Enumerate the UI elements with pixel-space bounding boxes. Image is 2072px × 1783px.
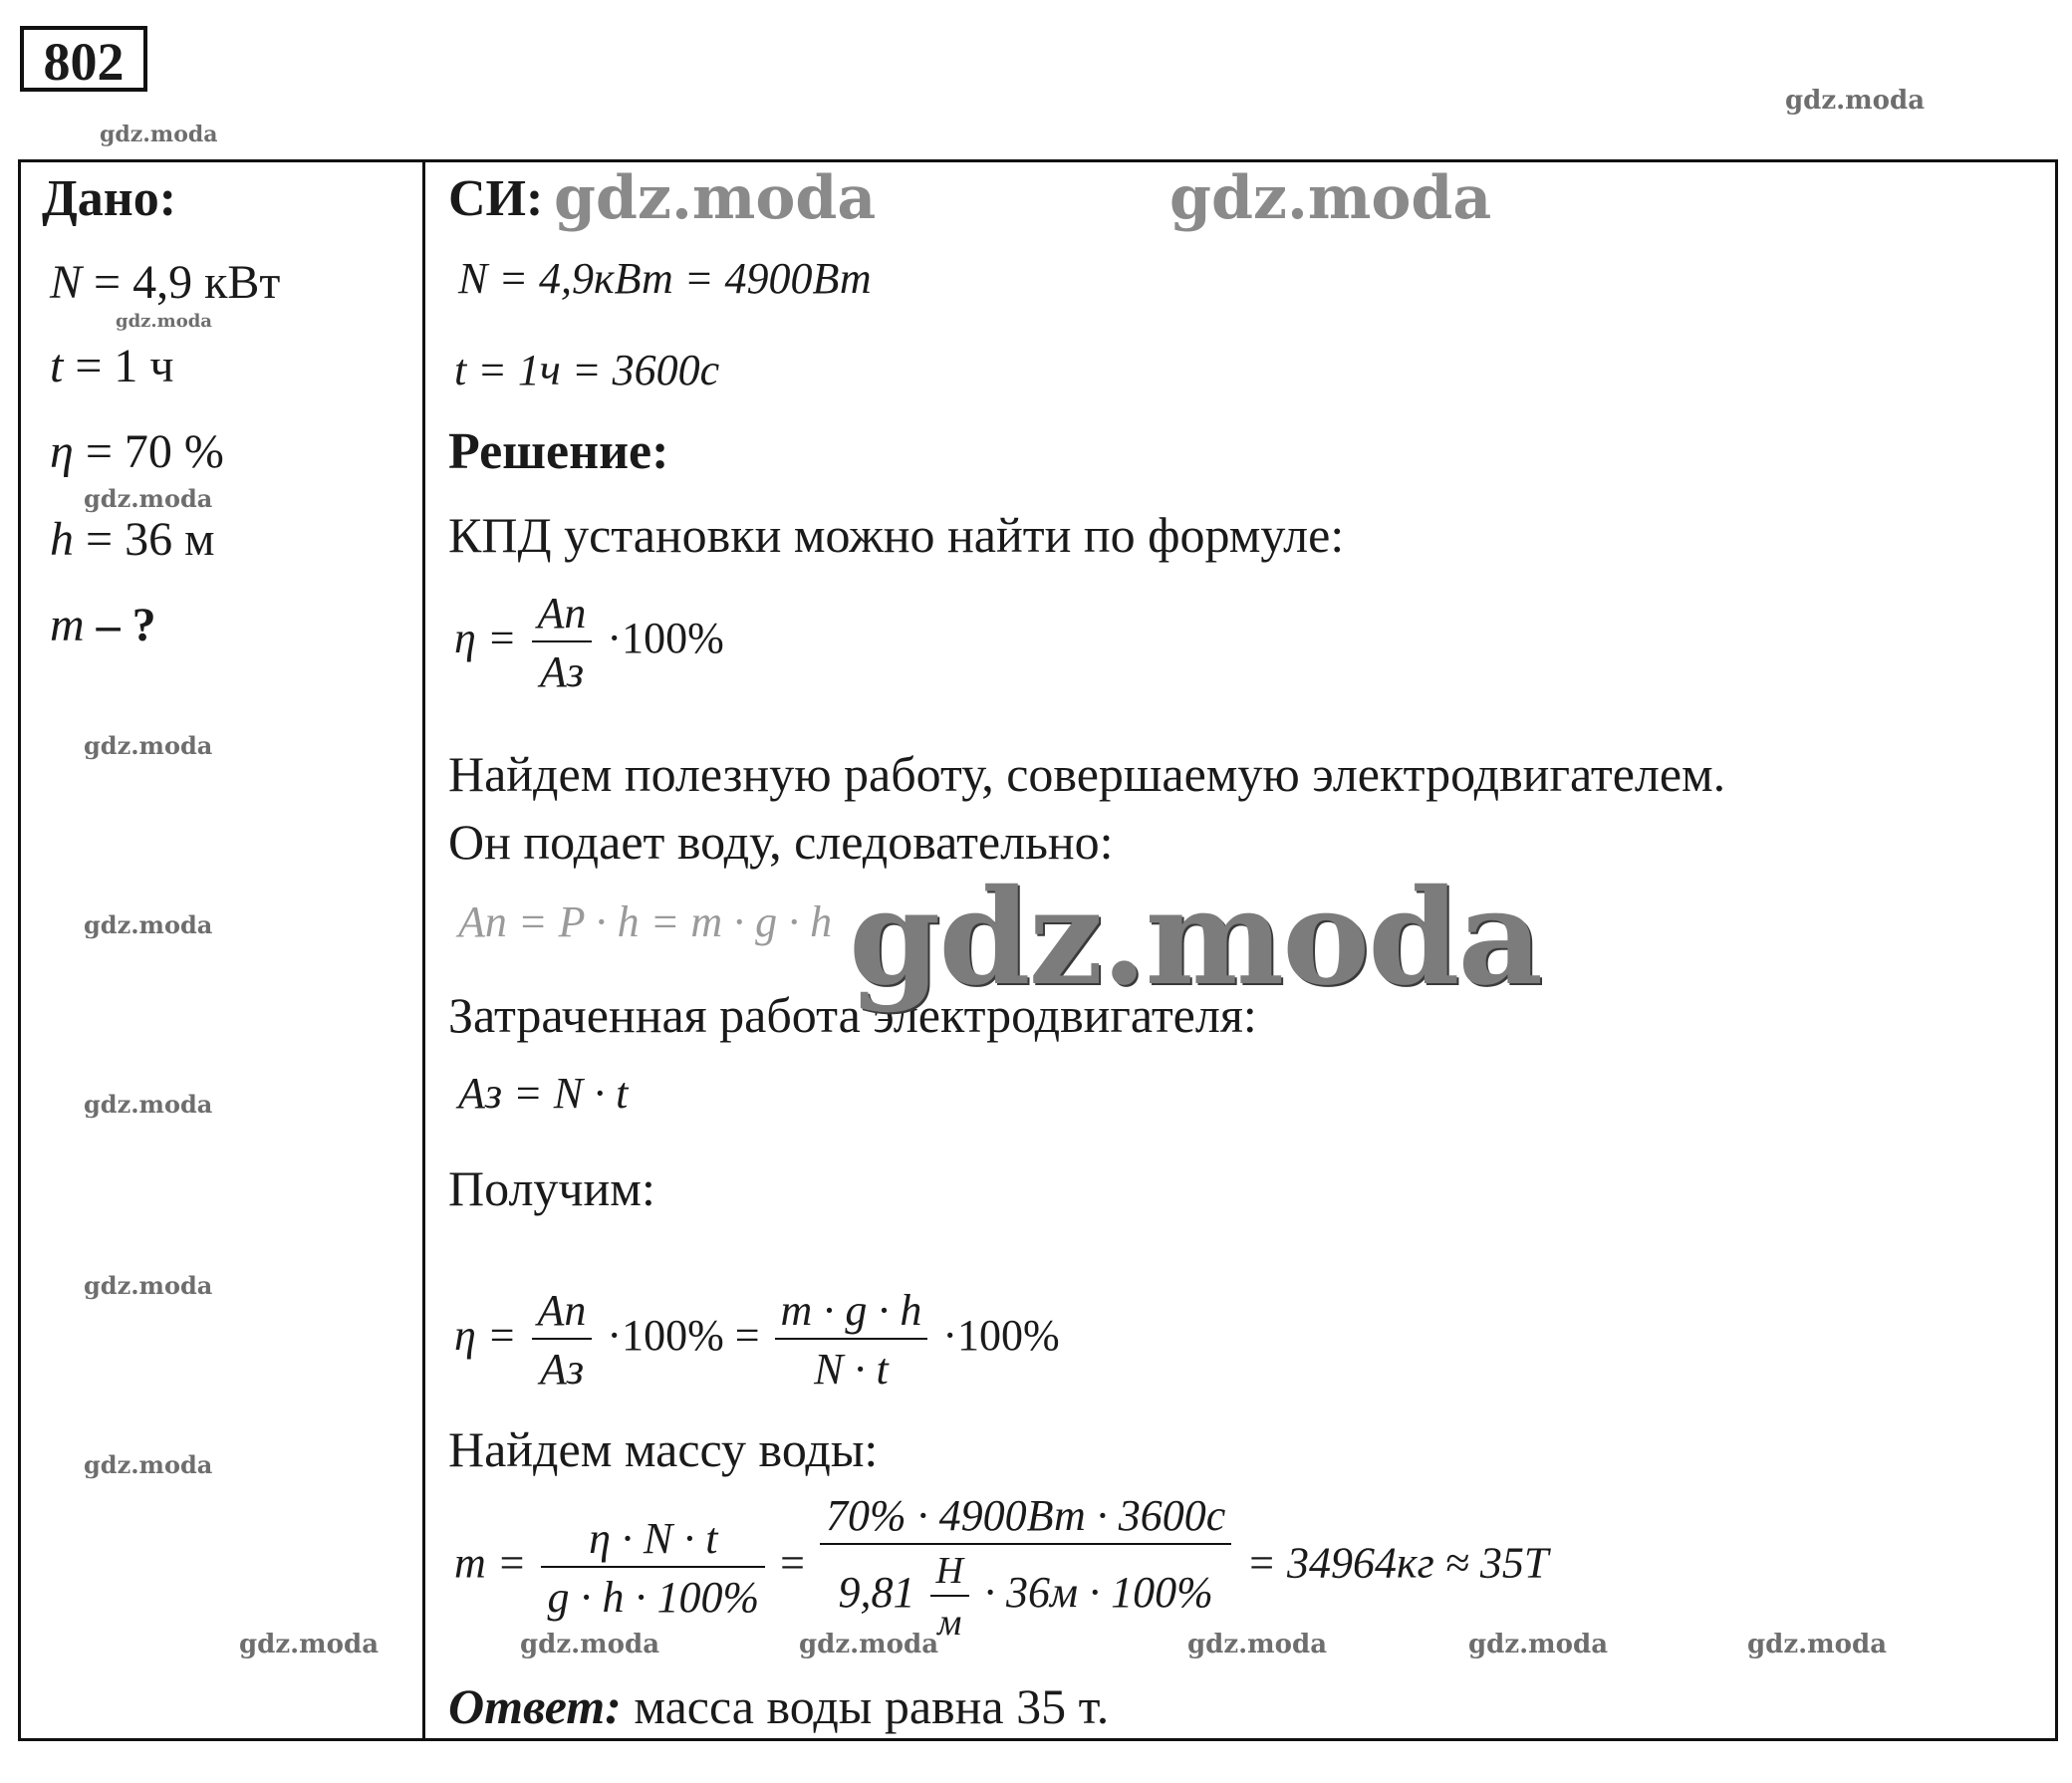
watermark: gdz.moda [84,731,213,760]
denominator: N · t [814,1345,889,1394]
given-value: = 70 % [85,425,224,478]
eq-result: = 34964кг ≈ 35Т [1246,1538,1549,1588]
eq-mid: ·100% = [607,1311,760,1361]
given-item-efficiency [50,424,224,479]
given-symbol: t [50,340,64,392]
watermark: gdz.moda [1468,1630,1609,1659]
column-divider [422,159,425,1741]
given-symbol: m [50,599,85,651]
fraction [532,588,593,697]
watermark: gdz.moda [84,910,213,939]
den-rest: · 36м · 100% [984,1568,1213,1618]
denominator: Aз [539,647,584,696]
watermark: gdz.moda [100,122,218,147]
fraction [532,1285,593,1395]
given-item-time [50,339,174,393]
si-heading: СИ: [448,170,544,227]
watermark: gdz.moda [1187,1630,1328,1659]
answer-text: масса воды равна 35 т. [634,1678,1110,1734]
get-text: Получим: [448,1160,655,1216]
unit-denominator: м [937,1602,962,1644]
watermark: gdz.moda [84,484,213,513]
answer [448,1677,1109,1735]
given-value: = 36 м [86,513,215,566]
solution-heading: Решение: [448,423,669,480]
spent-work-text: Затраченная работа электродвигателя: [448,987,1257,1043]
watermark: gdz.moda [84,1271,213,1300]
given-symbol: h [50,513,74,566]
fraction [775,1285,928,1395]
watermark: gdz.moda [116,311,212,332]
given-symbol: η [50,425,74,478]
useful-work-equation: Aп = P · h = m · g · h [458,897,833,946]
given-value: = 4,9 кВт [94,256,281,309]
numerator: Aп [532,1285,593,1340]
given-value: = 1 ч [75,340,174,392]
numerator: η · N · t [541,1513,765,1568]
numerator: m · g · h [775,1285,928,1340]
watermark: gdz.moda [554,163,877,233]
given-item-power [50,255,280,310]
watermark: gdz.moda [239,1630,380,1659]
mass-text: Найдем массу воды: [448,1421,879,1477]
fraction [541,1513,765,1623]
spent-work-equation: Aз = N · t [458,1069,629,1118]
numerator: Aп [532,588,593,642]
given-item-unknown [50,598,156,652]
si-time-conversion: t = 1ч = 3600с [454,346,720,394]
efficiency-intro: КПД установки можно найти по формуле: [448,507,1345,563]
useful-work-text-1: Найдем полезную работу, совершаемую электродвигателем. [448,746,1726,802]
efficiency-equation [454,588,724,697]
given-item-height [50,512,214,567]
unit-numerator: Н [930,1549,969,1597]
given-value: – ? [96,599,156,651]
given-symbol: N [50,256,83,309]
problem-number: 802 [20,26,147,92]
watermark: gdz.moda [1747,1630,1888,1659]
numerator: 70% · 4900Вт · 3600с [820,1490,1231,1545]
den-value: 9,81 [838,1568,915,1618]
useful-work-text-2: Он подает воду, следовательно: [448,814,1114,870]
watermark: gdz.moda [799,1630,939,1659]
watermark: gdz.moda [84,1450,213,1479]
combined-equation [454,1285,1060,1395]
eq-lhs: η = [454,614,517,663]
si-power-conversion: N = 4,9кВт = 4900Вт [458,254,872,303]
watermark: gdz.moda [1785,86,1926,116]
denominator: Aз [539,1345,584,1394]
answer-label: Ответ: [448,1678,622,1734]
watermark: gdz.moda [84,1090,213,1119]
fraction [820,1490,1231,1645]
watermark: gdz.moda [1169,163,1492,233]
eq-lhs: η = [454,1311,517,1361]
eq-equals: = [780,1538,805,1588]
eq-tail: ·100% [607,614,724,663]
eq-tail: ·100% [942,1311,1060,1361]
watermark-large: gdz.moda [849,861,1542,1015]
watermark: gdz.moda [520,1630,660,1659]
eq-lhs: m = [454,1538,527,1588]
denominator: g · h · 100% [547,1572,760,1622]
given-heading: Дано: [42,170,177,227]
mass-equation [454,1490,1548,1645]
